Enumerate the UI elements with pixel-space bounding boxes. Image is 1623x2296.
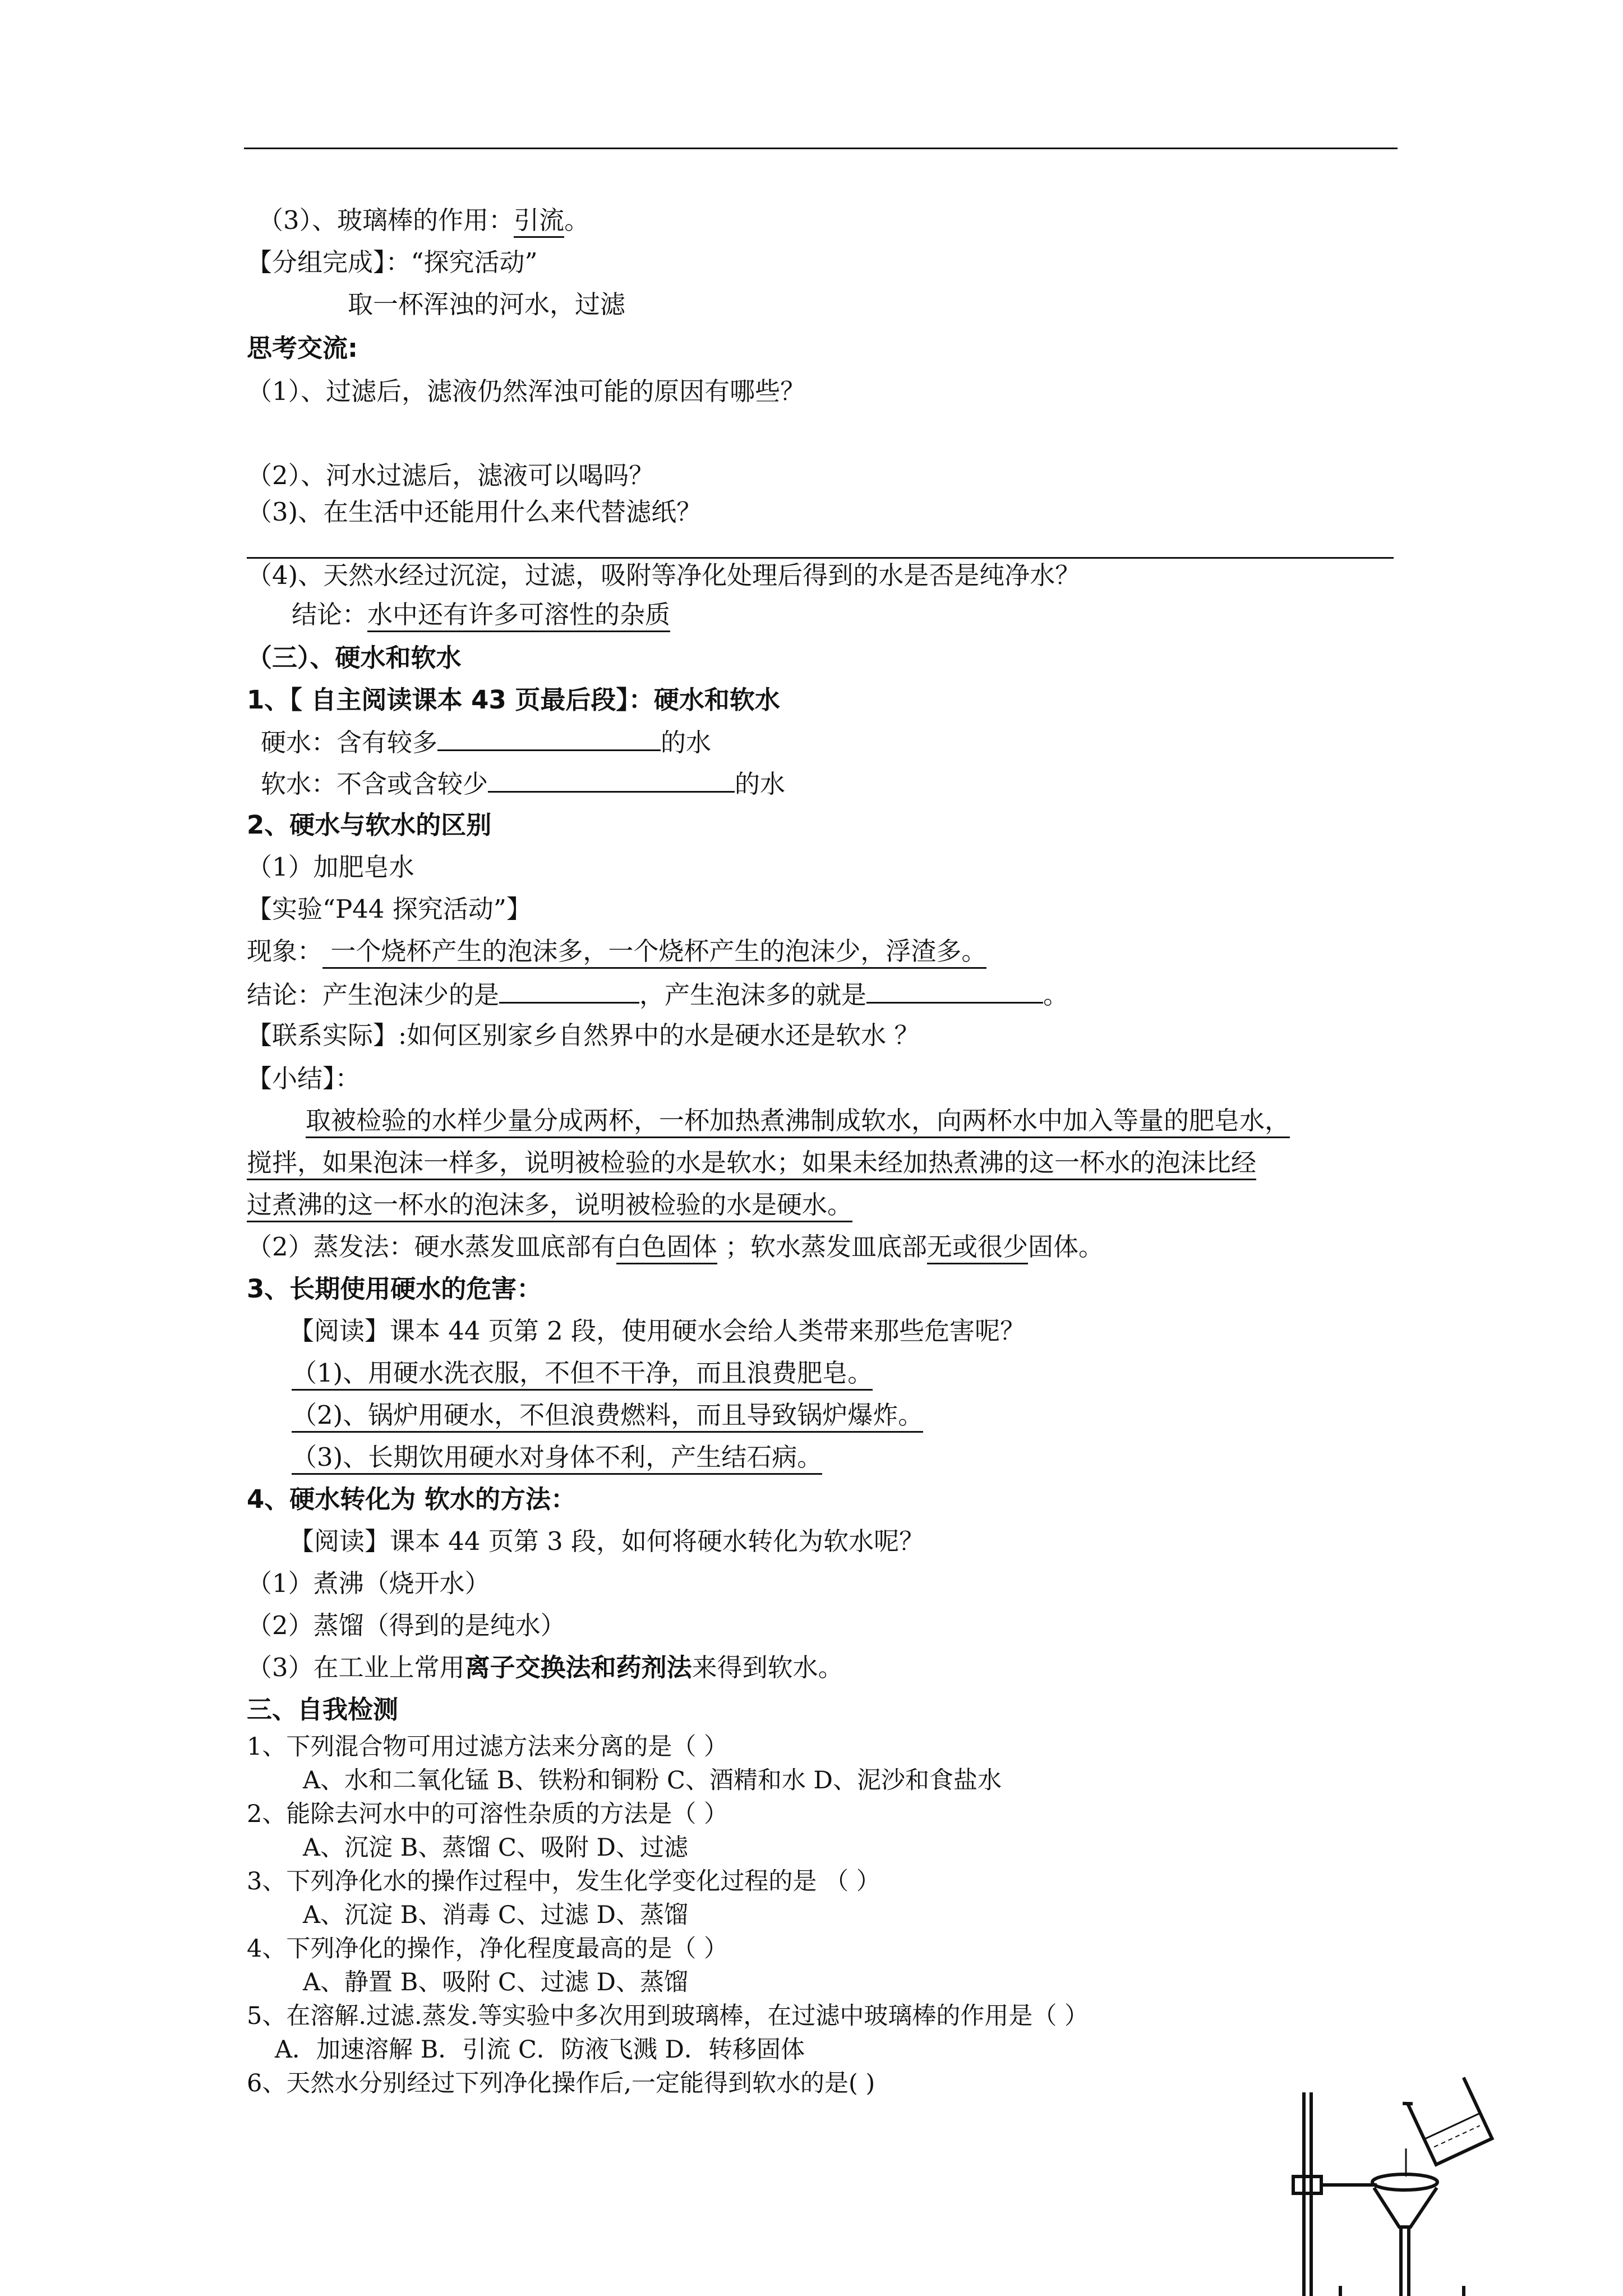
- question-6: 6、天然水分别经过下列净化操作后,一定能得到软水的是( ): [247, 2069, 875, 2097]
- summary-line-3: [247, 1190, 853, 1220]
- answer-little: 无或很少: [927, 1232, 1028, 1264]
- question-2-line: （2）、河水过滤后，滤液可以喝吗？: [247, 461, 654, 490]
- phenomenon-line: [247, 938, 986, 964]
- question-4-options: A、静置 B、吸附 C、过滤 D、蒸馏: [303, 1968, 689, 1996]
- question-1-options: A、水和二氧化锰 B、铁粉和铜粉 C、酒精和水 D、泥沙和食盐水: [303, 1766, 1002, 1795]
- text: 固体。: [1027, 1232, 1104, 1262]
- harm-2-line: [292, 1402, 923, 1428]
- answer-drainage: 引流: [514, 205, 564, 238]
- question-1: 1、下列混合物可用过滤方法来分离的是（ ）: [247, 1733, 728, 1761]
- question-4: 4、下列净化的操作，净化程度最高的是（ ）: [247, 1935, 728, 1963]
- summary-label: 【小结】：: [247, 1064, 361, 1093]
- group-activity-line: 【分组完成】：“探究活动”: [247, 247, 538, 277]
- glass-rod-line: [258, 205, 590, 235]
- filtration-apparatus-illustration: [1279, 2070, 1514, 2296]
- text: （3）在工业上常用: [247, 1653, 465, 1682]
- question-2: 2、能除去河水中的可溶性杂质的方法是（ ）: [247, 1800, 728, 1828]
- text: 。: [1043, 980, 1069, 1010]
- ion-exchange-text: 离子交换法和药剂法: [464, 1653, 692, 1682]
- question-5: 5、在溶解.过滤.蒸发.等实验中多次用到玻璃棒，在过滤中玻璃棒的作用是（ ）: [247, 2002, 1089, 2030]
- self-test-heading: 三、自我检测: [247, 1695, 399, 1724]
- text: ，产生泡沫多的就是: [639, 980, 867, 1010]
- summary-text: 搅拌，如果泡沫一样多，说明被检验的水是软水；如果未经加热煮沸的这一杯水的泡沫比经: [247, 1148, 1256, 1180]
- text: （2）蒸发法：硬水蒸发皿底部有: [247, 1232, 616, 1262]
- reading-2-line: 【阅读】课本 44 页第 3 段，如何将硬水转化为软水呢？: [289, 1526, 925, 1556]
- answer-impurities: 水中还有许多可溶性的杂质: [367, 600, 670, 632]
- clamp: [1293, 2177, 1321, 2193]
- hard-water-def: [261, 728, 711, 755]
- discussion-heading: 思考交流:: [247, 333, 358, 363]
- step-4-heading: 4、硬水转化为 软水的方法：: [247, 1484, 576, 1514]
- text: 。: [564, 205, 590, 235]
- answer-white-solid: 白色固体: [616, 1232, 717, 1264]
- text: 的水: [661, 728, 712, 757]
- soft-water-def: [261, 770, 785, 797]
- summary-text: 取被检验的水样少量分成两杯，一杯加热煮沸制成软水，向两杯水中加入等量的肥皂水，: [306, 1106, 1290, 1138]
- way-2-line: （2）蒸馏（得到的是纯水）: [247, 1611, 566, 1640]
- text: 软水：不含或含较少: [261, 769, 488, 799]
- harm-1-line: [292, 1360, 873, 1386]
- question-4-line: （4)、天然水经过沉淀，过滤，吸附等净化处理后得到的水是否是纯净水？: [247, 560, 1081, 590]
- question-1-line: （1）、过滤后，滤液仍然浑浊可能的原因有哪些？: [247, 376, 806, 406]
- harm-text: （3)、长期饮用硬水对身体不利，产生结石病。: [292, 1442, 822, 1475]
- text: （3）、玻璃棒的作用：: [258, 205, 514, 235]
- step-1-heading: 1、【 自主阅读课本 43 页最后段】：硬水和软水: [247, 685, 780, 715]
- text: 结论：产生泡沫少的是: [247, 980, 500, 1010]
- question-3-options: A、沉淀 B、消毒 C、过滤 D、蒸馏: [303, 1901, 689, 1929]
- conclusion-blanks-line: [247, 980, 1069, 1010]
- text: 结论：: [292, 600, 368, 629]
- summary-text: 过煮沸的这一杯水的泡沫多，说明被检验的水是硬水。: [247, 1190, 852, 1222]
- link-practice-line: 【联系实际】:如何区别家乡自然界中的水是硬水还是软水 ？: [247, 1020, 920, 1050]
- hard-soft-heading: （三）、硬水和软水: [247, 643, 462, 673]
- summary-line-2: [247, 1150, 1256, 1175]
- experiment-line: 【实验“P44 探究活动”】: [247, 894, 532, 924]
- header-rule: [244, 148, 1398, 149]
- way-3-line: [247, 1655, 843, 1680]
- blank[interactable]: [437, 728, 661, 751]
- text: ；软水蒸发皿底部: [717, 1232, 927, 1262]
- summary-line-1: [306, 1108, 1290, 1133]
- question-3-line: （3)、在生活中还能用什么来代替滤纸？: [247, 497, 702, 527]
- question-5-options: A．加速溶解 B．引流 C．防液飞溅 D．转移固体: [275, 2036, 805, 2064]
- blank[interactable]: [488, 770, 735, 793]
- blank[interactable]: [499, 981, 639, 1004]
- step-3-heading: 3、长期使用硬水的危害：: [247, 1274, 542, 1304]
- harm-text: （1)、用硬水洗衣服，不但不干净，而且浪费肥皂。: [292, 1358, 873, 1391]
- step-2-heading: 2、硬水与软水的区别: [247, 810, 492, 840]
- question-2-options: A、沉淀 B、蒸馏 C、吸附 D、过滤: [303, 1834, 689, 1862]
- harm-text: （2)、锅炉用硬水，不但浪费燃料，而且导致锅炉爆炸。: [292, 1400, 923, 1433]
- blank[interactable]: [866, 981, 1043, 1004]
- take-river-water-line: 取一杯浑浊的河水，过滤: [348, 289, 626, 319]
- text: 现象：: [247, 936, 323, 966]
- funnel-icon: [1374, 2188, 1437, 2227]
- question-3: 3、下列净化水的操作过程中，发生化学变化过程的是 （ ）: [247, 1867, 880, 1895]
- funnel-ring: [1372, 2174, 1437, 2190]
- conclusion-line: [292, 602, 670, 627]
- evaporation-line: [247, 1232, 1104, 1262]
- harm-3-line: [292, 1444, 822, 1470]
- text: 的水: [735, 769, 786, 799]
- reading-1-line: 【阅读】课本 44 页第 2 段，使用硬水会给人类带来那些危害呢？: [289, 1316, 1026, 1346]
- answer-rule: [247, 557, 1394, 559]
- method-1-line: （1）加肥皂水: [247, 852, 414, 882]
- way-1-line: （1）煮沸（烧开水）: [247, 1568, 490, 1598]
- text: 硬水：含有较多: [261, 728, 438, 757]
- pouring-beaker-icon: [1403, 2076, 1492, 2166]
- answer-phenomenon: 一个烧杯产生的泡沫多，一个烧杯产生的泡沫少，浮渣多。: [322, 936, 986, 969]
- text: 来得到软水。: [691, 1653, 843, 1682]
